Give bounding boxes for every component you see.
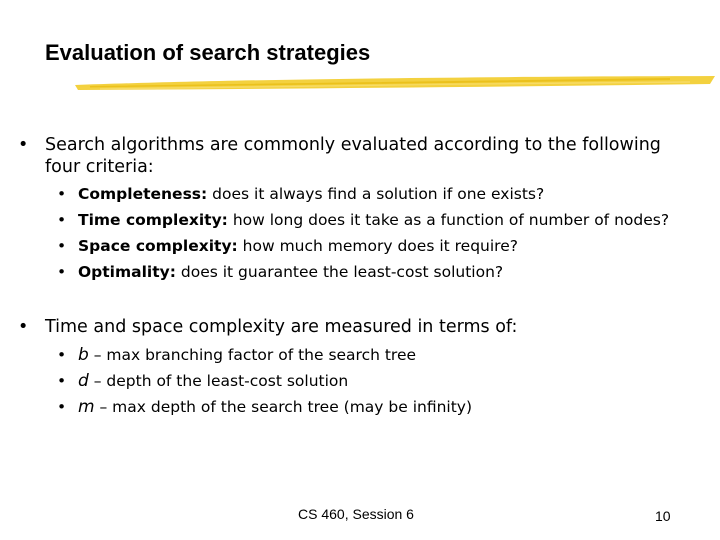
bullet-icon: • — [57, 263, 67, 281]
variable-symbol: m — [78, 397, 95, 417]
criterion-term: Completeness: — [78, 185, 208, 203]
bullet-icon: • — [18, 135, 29, 155]
bullet-icon: • — [57, 398, 67, 416]
variable-symbol: d — [78, 371, 89, 391]
criterion-description: how long does it take as a function of number of nodes? — [227, 211, 670, 229]
criterion-description: how much memory does it require? — [237, 237, 518, 255]
variable-description: – max depth of the search tree (may be infinity) — [94, 398, 473, 416]
criterion-description: does it always find a solution if one exists? — [207, 185, 545, 203]
slide-title: Evaluation of search strategies — [45, 40, 371, 65]
bullet-icon: • — [57, 237, 67, 255]
bullet-icon: • — [57, 211, 67, 229]
criteria-intro-line1: Search algorithms are commonly evaluated according to the following — [45, 135, 661, 155]
criterion-term: Optimality: — [78, 263, 176, 281]
variable-description: – depth of the least-cost solution — [88, 372, 349, 390]
footer-page-number: 10 — [655, 508, 671, 524]
bullet-icon: • — [57, 346, 67, 364]
variable-symbol: b — [78, 345, 89, 365]
criteria-intro-line2: four criteria: — [45, 157, 154, 177]
bullet-icon: • — [57, 185, 67, 203]
complexity-intro: Time and space complexity are measured in terms of: — [45, 317, 518, 337]
variable-description: – max branching factor of the search tree — [88, 346, 417, 364]
criterion-term: Time complexity: — [78, 211, 228, 229]
footer-course-session: CS 460, Session 6 — [298, 506, 414, 522]
title-underline-stroke — [70, 70, 720, 100]
bullet-icon: • — [18, 317, 29, 337]
criterion-description: does it guarantee the least-cost solution? — [175, 263, 504, 281]
bullet-icon: • — [57, 372, 67, 390]
criterion-term: Space complexity: — [78, 237, 238, 255]
